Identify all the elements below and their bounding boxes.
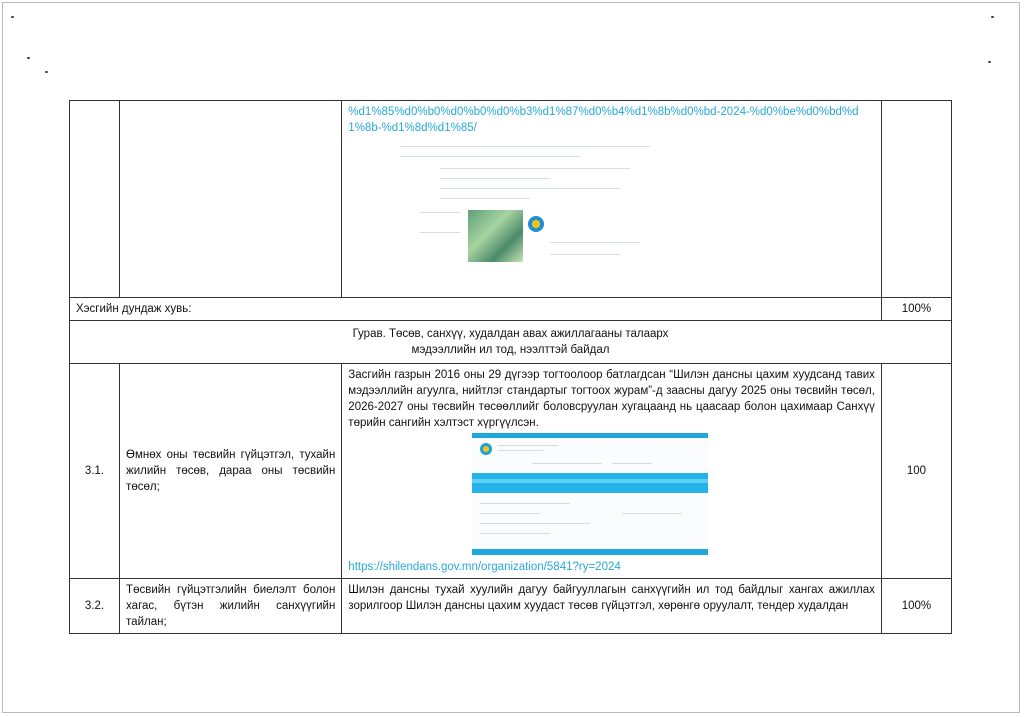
section-title [70, 321, 952, 364]
row-score: 100% [881, 579, 951, 634]
cell-num [70, 101, 120, 298]
row-description [342, 364, 882, 579]
cell-desc [342, 101, 882, 298]
row-description: Шилэн дансны тухай хуулийн дагуу байгууллагын санхүүгийн ил тод байдлыг хангах ажиллах зорилгоор Шилэн дансны цахим хуудаст төсөв гүйцэтгэл, хөрөнгө оруулалт, тендер худалдан [342, 579, 882, 634]
report-table [69, 100, 952, 634]
row-description-text: Засгийн газрын 2016 оны 29 дүгээр тогтоолоор батлагдсан “Шилэн дансны цахим хуудсанд тавих мэдээллийн агуулга, нийтлэг стандартыг тогтоох журам”-д заасны дагуу 2025 оны төсвийн төсөл, 2026-2027 оны төсвийн төсөөллийг боловсруулан хугацаанд нь цаасаар болон цахимаар Санхүү төрийн сангийн хэлтэст хүргүүлсэн. [348, 369, 875, 429]
scan-speck [988, 61, 991, 63]
scan-speck [991, 16, 994, 18]
scan-speck [27, 57, 30, 59]
table-row-3-2 [70, 579, 952, 634]
org-logo-icon [480, 443, 492, 455]
scan-speck [11, 16, 14, 18]
row-number: 3.1. [70, 364, 120, 579]
row-number: 3.2. [70, 579, 120, 634]
average-label: Хэсгийн дундаж хувь: [70, 298, 882, 321]
section-title-row [70, 321, 952, 364]
section-title-line2: мэдээллийн ил тод, нээлттэй байдал [411, 344, 610, 356]
table-row-continued [70, 101, 952, 298]
org-logo-icon [528, 216, 544, 232]
row-criterion: Төсвийн гүйцэтгэлийн биелэлт болон хагас, бүтэн жилийн санхүүгийн тайлан; [120, 579, 342, 634]
section-average-row [70, 298, 952, 321]
table-row-3-1 [70, 364, 952, 579]
average-score: 100% [881, 298, 951, 321]
website-screenshot [360, 142, 650, 270]
scan-speck [45, 71, 48, 73]
cell-name [120, 101, 342, 298]
row-score: 100 [881, 364, 951, 579]
shilendans-screenshot [472, 433, 708, 555]
shilendans-link[interactable]: https://shilendans.gov.mn/organization/5841?ry=2024 [348, 561, 621, 573]
cell-score [881, 101, 951, 298]
news-photo [468, 210, 523, 262]
section-title-line1: Гурав. Төсөв, санхүү, худалдан авах ажиллагааны талаарх [352, 328, 669, 340]
row-criterion: Өмнөх оны төсвийн гүйцэтгэл, тухайн жилийн төсөв, дараа оны төсвийн төсөл; [120, 364, 342, 579]
evidence-link[interactable]: %d1%85%d0%b0%d0%b0%d0%b3%d1%87%d0%b4%d1%8b%d0%bd-2024-%d0%be%d0%bd%d1%8b-%d1%8d%d1%85/ [348, 106, 859, 134]
